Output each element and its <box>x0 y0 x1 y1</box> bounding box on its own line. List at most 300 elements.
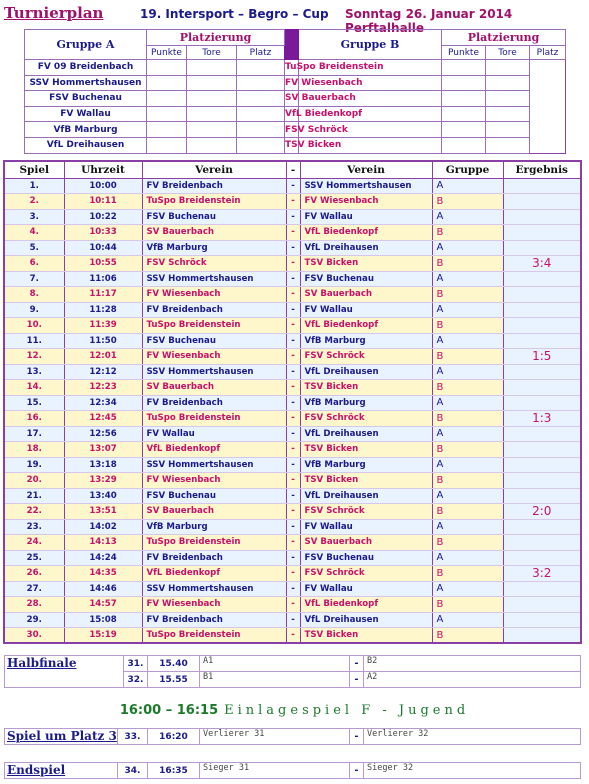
match-separator: - <box>286 318 300 334</box>
match-separator: - <box>286 240 300 256</box>
match-result: 1:3 <box>503 411 581 427</box>
group-a-points-cell <box>147 122 187 138</box>
match-result <box>503 550 581 566</box>
home-slot: A1 <box>200 656 350 672</box>
game-number: 31. <box>124 656 148 672</box>
match-result <box>503 519 581 535</box>
group-a-team: VfL Dreihausen <box>25 137 147 153</box>
match-time: 10:22 <box>64 209 142 225</box>
match-number: 9. <box>4 302 64 318</box>
match-group: A <box>432 488 503 504</box>
group-a-goals-cell <box>187 75 237 91</box>
group-b-team: TSV Bicken <box>285 137 299 153</box>
match-row <box>4 194 581 210</box>
away-team: FV Wallau <box>300 519 432 535</box>
match-separator: - <box>286 225 300 241</box>
match-row <box>4 287 581 303</box>
match-result <box>503 302 581 318</box>
match-separator: - <box>286 550 300 566</box>
third-place-label: Spiel um Platz 3 <box>5 729 118 745</box>
group-a-points-cell <box>147 75 187 91</box>
away-team: VfL Dreihausen <box>300 240 432 256</box>
match-separator: - <box>286 178 300 194</box>
header-separator: - <box>286 161 300 178</box>
match-separator: - <box>286 488 300 504</box>
match-result <box>503 426 581 442</box>
match-time: 13:29 <box>64 473 142 489</box>
match-result <box>503 380 581 396</box>
final-label: Endspiel <box>5 763 118 779</box>
match-group: B <box>432 349 503 365</box>
header-away: Verein <box>300 161 432 178</box>
third-place-row <box>5 729 581 745</box>
group-a-rank-cell <box>237 91 285 107</box>
match-separator: - <box>286 581 300 597</box>
match-row <box>4 457 581 473</box>
group-b-placement-header: Platzierung <box>442 30 566 46</box>
match-separator: - <box>286 349 300 365</box>
group-b-title: Gruppe B <box>299 30 442 60</box>
match-number: 10. <box>4 318 64 334</box>
match-separator: - <box>286 364 300 380</box>
group-b-goals-cell <box>442 122 486 138</box>
match-result: 2:0 <box>503 504 581 520</box>
away-slot: B2 <box>364 656 581 672</box>
match-time: 13:07 <box>64 442 142 458</box>
match-number: 30. <box>4 628 64 644</box>
home-slot: Verlierer 31 <box>200 729 350 745</box>
match-group: A <box>432 271 503 287</box>
match-group: B <box>432 411 503 427</box>
game-time: 15.55 <box>148 672 200 688</box>
away-team: VfB Marburg <box>300 333 432 349</box>
game-number: 33. <box>118 729 148 745</box>
match-row <box>4 318 581 334</box>
game-time: 16:35 <box>148 763 200 779</box>
match-row <box>4 535 581 551</box>
match-time: 10:33 <box>64 225 142 241</box>
home-team: FV Breidenbach <box>142 302 286 318</box>
col-points: Punkte <box>147 46 187 60</box>
match-group: A <box>432 178 503 194</box>
header-game: Spiel <box>4 161 64 178</box>
group-a-team: FSV Buchenau <box>25 91 147 107</box>
group-table-row <box>25 137 566 153</box>
exhibition-label: Einlagespiel F - Jugend <box>224 703 470 718</box>
away-team: FSV Buchenau <box>300 550 432 566</box>
group-b-rank-cell <box>486 106 530 122</box>
match-group: B <box>432 535 503 551</box>
group-a-points-cell <box>147 137 187 153</box>
match-result <box>503 457 581 473</box>
group-a-placement-header: Platzierung <box>147 30 285 46</box>
group-b-rank-cell <box>486 91 530 107</box>
group-b-team: FV Wiesenbach <box>285 75 299 91</box>
match-time: 12:01 <box>64 349 142 365</box>
third-place-table <box>4 728 581 745</box>
match-result <box>503 178 581 194</box>
match-result <box>503 442 581 458</box>
header-time: Uhrzeit <box>64 161 142 178</box>
match-separator: - <box>286 597 300 613</box>
match-number: 20. <box>4 473 64 489</box>
group-a-rank-cell <box>237 122 285 138</box>
match-number: 4. <box>4 225 64 241</box>
group-a-rank-cell <box>237 75 285 91</box>
match-time: 14:57 <box>64 597 142 613</box>
match-number: 17. <box>4 426 64 442</box>
match-row <box>4 612 581 628</box>
match-row <box>4 178 581 194</box>
home-team: SSV Hommertshausen <box>142 581 286 597</box>
match-time: 13:18 <box>64 457 142 473</box>
match-separator: - <box>286 271 300 287</box>
away-slot: Verlierer 32 <box>364 729 581 745</box>
group-b-goals-cell <box>442 106 486 122</box>
col-points: Punkte <box>442 46 486 60</box>
col-rank: Platz <box>530 46 566 60</box>
match-time: 12:23 <box>64 380 142 396</box>
match-result <box>503 209 581 225</box>
group-b-goals-cell <box>442 137 486 153</box>
match-time: 12:12 <box>64 364 142 380</box>
group-b-team: SV Bauerbach <box>285 91 299 107</box>
col-goals: Tore <box>486 46 530 60</box>
match-result <box>503 287 581 303</box>
match-separator: - <box>286 333 300 349</box>
match-group: A <box>432 209 503 225</box>
group-a-team: VfB Marburg <box>25 122 147 138</box>
col-rank: Platz <box>237 46 285 60</box>
away-team: VfB Marburg <box>300 395 432 411</box>
match-number: 28. <box>4 597 64 613</box>
match-row <box>4 411 581 427</box>
home-team: FSV Buchenau <box>142 488 286 504</box>
match-row <box>4 209 581 225</box>
match-number: 6. <box>4 256 64 272</box>
group-b-rank-cell <box>486 122 530 138</box>
match-number: 18. <box>4 442 64 458</box>
home-team: SV Bauerbach <box>142 380 286 396</box>
match-time: 15:08 <box>64 612 142 628</box>
away-slot: A2 <box>364 672 581 688</box>
match-group: B <box>432 473 503 489</box>
match-row <box>4 519 581 535</box>
match-result <box>503 364 581 380</box>
away-team: FV Wallau <box>300 581 432 597</box>
match-separator: - <box>286 504 300 520</box>
group-table-row <box>25 60 566 76</box>
match-row <box>4 240 581 256</box>
away-team: VfL Dreihausen <box>300 364 432 380</box>
match-separator: - <box>286 519 300 535</box>
away-team: FSV Schröck <box>300 349 432 365</box>
match-group: B <box>432 287 503 303</box>
home-team: FV Wallau <box>142 426 286 442</box>
group-a-team: SSV Hommertshausen <box>25 75 147 91</box>
semifinal-table <box>4 655 581 688</box>
match-time: 12:56 <box>64 426 142 442</box>
away-slot: Sieger 32 <box>364 763 581 779</box>
header-result: Ergebnis <box>503 161 581 178</box>
match-row <box>4 488 581 504</box>
game-time: 16:20 <box>148 729 200 745</box>
group-a-points-cell <box>147 91 187 107</box>
match-time: 10:55 <box>64 256 142 272</box>
match-number: 13. <box>4 364 64 380</box>
match-row <box>4 333 581 349</box>
away-team: TSV Bicken <box>300 442 432 458</box>
group-a-goals-cell <box>187 91 237 107</box>
match-table-header <box>4 161 581 178</box>
match-separator: - <box>286 612 300 628</box>
match-group: A <box>432 364 503 380</box>
match-time: 11:50 <box>64 333 142 349</box>
match-number: 23. <box>4 519 64 535</box>
home-team: VfB Marburg <box>142 519 286 535</box>
separator: - <box>350 656 364 672</box>
away-team: FV Wiesenbach <box>300 194 432 210</box>
group-a-points-cell <box>147 106 187 122</box>
away-team: VfL Dreihausen <box>300 426 432 442</box>
away-team: SV Bauerbach <box>300 287 432 303</box>
home-team: VfL Biedenkopf <box>142 566 286 582</box>
game-time: 15.40 <box>148 656 200 672</box>
match-group: A <box>432 395 503 411</box>
group-a-title: Gruppe A <box>25 30 147 60</box>
away-team: TSV Bicken <box>300 380 432 396</box>
group-a-team: FV 09 Breidenbach <box>25 60 147 76</box>
home-team: FV Breidenbach <box>142 612 286 628</box>
home-team: TuSpo Breidenstein <box>142 318 286 334</box>
separator: - <box>350 672 364 688</box>
match-row <box>4 256 581 272</box>
home-team: FV Wiesenbach <box>142 287 286 303</box>
match-time: 14:13 <box>64 535 142 551</box>
group-table-row <box>25 106 566 122</box>
away-team: VfL Dreihausen <box>300 488 432 504</box>
group-table-row <box>25 75 566 91</box>
match-time: 10:00 <box>64 178 142 194</box>
match-row <box>4 426 581 442</box>
match-result <box>503 318 581 334</box>
home-team: FV Breidenbach <box>142 550 286 566</box>
match-group: B <box>432 442 503 458</box>
away-team: FV Wallau <box>300 209 432 225</box>
match-row <box>4 628 581 644</box>
match-group: B <box>432 628 503 644</box>
match-time: 13:51 <box>64 504 142 520</box>
match-separator: - <box>286 426 300 442</box>
match-number: 5. <box>4 240 64 256</box>
groups-table <box>24 29 566 154</box>
match-result <box>503 488 581 504</box>
match-result <box>503 628 581 644</box>
home-team: FSV Buchenau <box>142 333 286 349</box>
home-slot: B1 <box>200 672 350 688</box>
match-number: 19. <box>4 457 64 473</box>
match-row <box>4 566 581 582</box>
match-row <box>4 581 581 597</box>
home-team: FV Wiesenbach <box>142 473 286 489</box>
match-number: 3. <box>4 209 64 225</box>
match-number: 8. <box>4 287 64 303</box>
semifinal-row <box>5 656 581 672</box>
home-team: SSV Hommertshausen <box>142 271 286 287</box>
home-slot: Sieger 31 <box>200 763 350 779</box>
away-team: VfL Biedenkopf <box>300 597 432 613</box>
match-separator: - <box>286 287 300 303</box>
match-result <box>503 333 581 349</box>
match-schedule-table <box>3 160 582 644</box>
match-number: 1. <box>4 178 64 194</box>
match-group: A <box>432 457 503 473</box>
match-group: B <box>432 597 503 613</box>
group-b-rank-cell <box>486 75 530 91</box>
home-team: FV Wiesenbach <box>142 597 286 613</box>
final-row <box>5 763 581 779</box>
match-row <box>4 442 581 458</box>
group-b-rank-cell <box>486 60 530 76</box>
away-team: FSV Schröck <box>300 504 432 520</box>
home-team: TuSpo Breidenstein <box>142 411 286 427</box>
match-separator: - <box>286 302 300 318</box>
header-home: Verein <box>142 161 286 178</box>
group-table-row <box>25 91 566 107</box>
group-a-team: FV Wallau <box>25 106 147 122</box>
match-separator: - <box>286 256 300 272</box>
match-row <box>4 225 581 241</box>
away-team: FSV Buchenau <box>300 271 432 287</box>
match-separator: - <box>286 395 300 411</box>
home-team: VfB Marburg <box>142 240 286 256</box>
match-row <box>4 395 581 411</box>
match-result <box>503 473 581 489</box>
match-row <box>4 597 581 613</box>
match-group: A <box>432 302 503 318</box>
home-team: FV Breidenbach <box>142 178 286 194</box>
home-team: FV Wiesenbach <box>142 349 286 365</box>
match-group: A <box>432 612 503 628</box>
match-result <box>503 581 581 597</box>
match-group: A <box>432 581 503 597</box>
final-table <box>4 762 581 779</box>
match-result <box>503 597 581 613</box>
match-separator: - <box>286 473 300 489</box>
match-number: 26. <box>4 566 64 582</box>
match-number: 12. <box>4 349 64 365</box>
group-a-points-cell <box>147 60 187 76</box>
match-separator: - <box>286 535 300 551</box>
away-team: FV Wallau <box>300 302 432 318</box>
match-time: 11:28 <box>64 302 142 318</box>
group-b-goals-cell <box>442 60 486 76</box>
match-group: B <box>432 318 503 334</box>
away-team: VfL Biedenkopf <box>300 225 432 241</box>
exhibition-game <box>0 703 589 718</box>
match-separator: - <box>286 628 300 644</box>
match-group: A <box>432 519 503 535</box>
match-result <box>503 612 581 628</box>
group-a-goals-cell <box>187 60 237 76</box>
semifinal-label: Halbfinale <box>5 656 124 688</box>
match-number: 2. <box>4 194 64 210</box>
away-team: SV Bauerbach <box>300 535 432 551</box>
away-team: FSV Schröck <box>300 411 432 427</box>
match-separator: - <box>286 380 300 396</box>
home-team: FSV Schröck <box>142 256 286 272</box>
group-a-rank-cell <box>237 106 285 122</box>
match-separator: - <box>286 457 300 473</box>
match-number: 29. <box>4 612 64 628</box>
match-row <box>4 380 581 396</box>
match-row <box>4 302 581 318</box>
match-group: A <box>432 550 503 566</box>
away-team: SSV Hommertshausen <box>300 178 432 194</box>
group-a-goals-cell <box>187 106 237 122</box>
match-time: 14:46 <box>64 581 142 597</box>
away-team: TSV Bicken <box>300 473 432 489</box>
event-name: 19. Intersport – Begro – Cup <box>140 7 329 21</box>
match-number: 7. <box>4 271 64 287</box>
match-result <box>503 225 581 241</box>
match-row <box>4 473 581 489</box>
match-group: B <box>432 256 503 272</box>
away-team: VfL Biedenkopf <box>300 318 432 334</box>
match-number: 14. <box>4 380 64 396</box>
group-a-rank-cell <box>237 137 285 153</box>
match-group: A <box>432 333 503 349</box>
match-result <box>503 395 581 411</box>
match-group: B <box>432 566 503 582</box>
match-time: 11:17 <box>64 287 142 303</box>
match-result: 3:2 <box>503 566 581 582</box>
page-header <box>0 0 589 35</box>
group-a-goals-cell <box>187 122 237 138</box>
match-time: 14:35 <box>64 566 142 582</box>
match-time: 15:19 <box>64 628 142 644</box>
match-time: 10:11 <box>64 194 142 210</box>
home-team: SSV Hommertshausen <box>142 457 286 473</box>
match-result <box>503 194 581 210</box>
match-row <box>4 271 581 287</box>
game-number: 34. <box>118 763 148 779</box>
group-b-team: VfL Biedenkopf <box>285 106 299 122</box>
group-b-goals-cell <box>442 75 486 91</box>
match-number: 25. <box>4 550 64 566</box>
exhibition-time: 16:00 – 16:15 <box>119 703 219 718</box>
home-team: TuSpo Breidenstein <box>142 194 286 210</box>
home-team: TuSpo Breidenstein <box>142 628 286 644</box>
match-number: 11. <box>4 333 64 349</box>
match-time: 11:39 <box>64 318 142 334</box>
match-row <box>4 349 581 365</box>
away-team: FSV Schröck <box>300 566 432 582</box>
match-result: 1:5 <box>503 349 581 365</box>
match-result <box>503 240 581 256</box>
group-b-rank-cell <box>486 137 530 153</box>
match-time: 12:34 <box>64 395 142 411</box>
away-team: VfB Marburg <box>300 457 432 473</box>
match-result <box>503 535 581 551</box>
match-group: B <box>432 194 503 210</box>
group-table-row <box>25 122 566 138</box>
match-result <box>503 271 581 287</box>
match-time: 14:02 <box>64 519 142 535</box>
home-team: FV Breidenbach <box>142 395 286 411</box>
game-number: 32. <box>124 672 148 688</box>
separator: - <box>350 763 364 779</box>
